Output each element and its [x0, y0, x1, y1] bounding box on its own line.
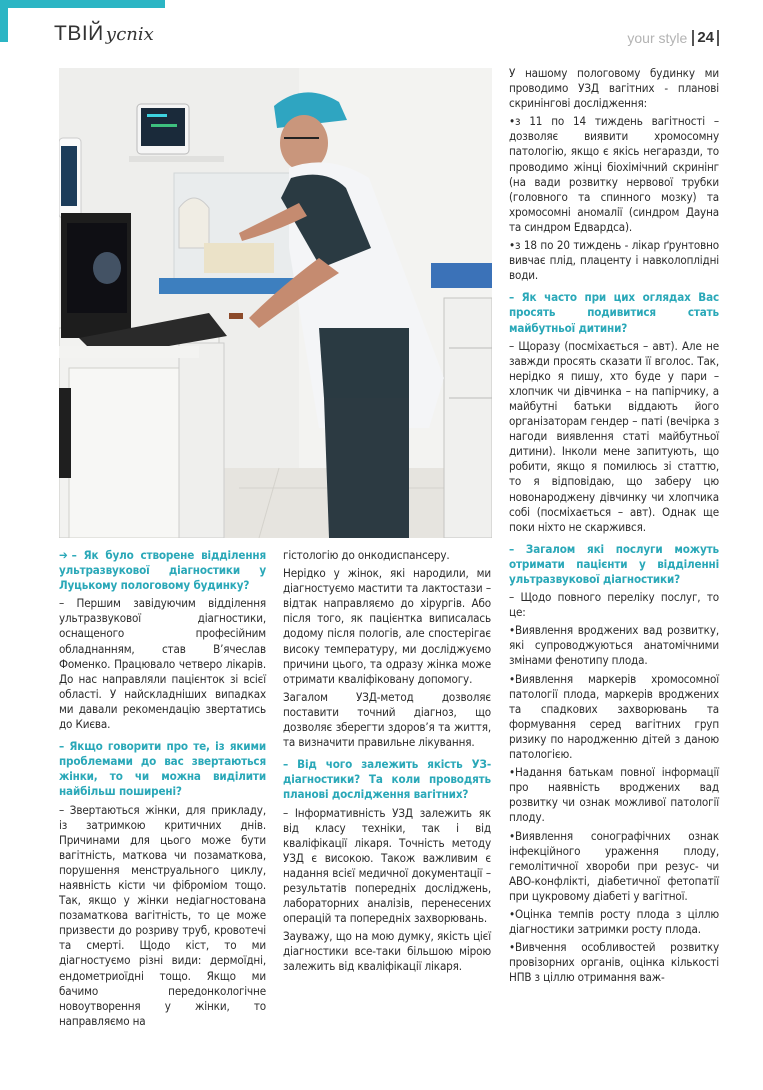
question-heading: – Якщо говорити про те, із якими проблемами до вас звертаються жінки, то чи можна виділити найбільш поширені? [59, 739, 266, 799]
answer-paragraph: – Звертаються жінки, для прикладу, із затримкою критичних днів. Причинами для цього може бути вагітність, маткова чи позаматкова, порушення менструального циклу, наявність кісти чи фіброміом тощо. Так, якщо у жінки недіагностована позаматкова вагітність, то це може призвести до розриву труб, кровотечі та смерті. Щодо кіст, то ми діагностуємо різні види: дермоїдні, ендометриоїдні тощо. Якщо ми бачимо передонкологічне новоутворення у жінки, то направляємо на [59, 802, 266, 1028]
article-photo [59, 68, 492, 538]
article-column-3 [509, 66, 719, 988]
logo-main-text: ТВІЙ [54, 22, 104, 45]
answer-paragraph: – Інформативність УЗД залежить як від класу техніки, так і від кваліфікації лікаря. Точність методу УЗД є високою. Також важливим є надання всієї медичної документації – результатів попередніх досліджень, лабораторних аналізів, перенесених операцій та попередніх захворювань. [283, 805, 491, 926]
answer-paragraph: гістологію до онкодиспансеру. [283, 548, 450, 562]
accent-bar-left [0, 0, 8, 42]
bullet-item: • Виявлення вроджених вад розвитку, які супроводжуються анатомічними змінами фенотипу плода. [509, 623, 719, 668]
bullet-item: • з 11 по 14 тиждень вагітності – дозволяє виявити хромосомну патологію, якщо є якісь негаразди, то проводимо жінці біохімічний скринінг (на вади розвитку нервової трубки (головного та спинного мозку) та хромосомні аномалії (синдром Дауна та синдром Едвардса). [509, 114, 719, 235]
article-column-1 [59, 548, 266, 1032]
bullet-item: • Виявлення сонографічних ознак інфекційного ураження плоду, гемолітичної хвороби при резус- чи АВО-конфлікті, діабетичної фетопатії при цукровому діабеті у вагітної. [509, 829, 719, 904]
bullet-item: • Надання батькам повної інформації про наявність вроджених вад розвитку чи ознак можливої патології плоду. [509, 765, 719, 825]
arrow-right-icon: ➔ [59, 548, 68, 562]
answer-paragraph: – Першим завідуючим відділення ультразвукової діагностики, оснащеного професійним обладнанням, став В’ячеслав Фоменко. Працювало четверо лікарів. До нас направляли пацієнток зі всієї області. У найскладніших випадках ми давали рекомендацію звертатись до Києва. [59, 596, 266, 732]
magazine-logo [54, 22, 154, 46]
intro-paragraph: У нашому пологовому будинку ми проводимо УЗД вагітних - планові скринінгові дослідження: [509, 66, 719, 111]
article-column-2 [283, 548, 491, 978]
bullet-item: • з 18 по 20 тиждень - лікар ґрунтовно вивчає плід, плаценту і навколоплідні води. [509, 238, 719, 283]
bullet-item: • Вивчення особливостей розвитку провізорних органів, оцінка кількості НПВ з ціллю отримання важ- [509, 940, 719, 985]
answer-paragraph: Зауважу, що на мою думку, якість цієї діагностики все-таки більшою мірою залежить від кваліфікації лікаря. [283, 929, 491, 974]
bullet-item: • Оцінка темпів росту плода з ціллю діагностики затримки росту плода. [509, 907, 719, 937]
answer-paragraph: Нерідко у жінок, які народили, ми діагностуємо мастити та лактостази – відтак направляємо до хірургів. Або після того, як пацієнтка виписалась додому після пологів, але спостерігає високу температуру, ми досліджуємо причини цього, та одразу жінка може отримати кваліфіковану допомогу. [283, 566, 491, 686]
section-label: your style [627, 30, 688, 46]
answer-paragraph: – Щоразу (посміхається – авт). Але не завжди просять сказати її вголос. Так, нерідко я пишу, хто буде у пари – хлопчик чи дівчинка – на папірчику, а майбутні батьки віддають його організаторам гендер – паті (вечірка з нагоди виявлення статі майбутньої дитини). Інколи мене запитують, що робити, якщо я помилюсь зі статтю, то я відповідаю, що заберу цю новонароджену дівчинку чи хлопчика собі (посміхається – авт). Однак ще поки ніхто не скаржився. [509, 338, 719, 534]
question-heading: – Від чого залежить якість УЗ-діагностики? Та коли проводять планові дослідження вагітних? [283, 757, 491, 802]
answer-paragraph: Загалом УЗД-метод дозволяє поставити точний діагноз, що дозволяє зберегти здоров’я та життя, та визначити правильне лікування. [283, 689, 491, 750]
question-heading: – Загалом які послуги можуть отримати пацієнти у відділенні ультразвукової діагностики? [509, 541, 719, 586]
page-header-info [627, 30, 719, 46]
page-number: 24 [692, 30, 719, 46]
bullet-item: • Виявлення маркерів хромосомної патології плода, маркерів вроджених та спадкових захворювань та формування серед вагітних груп ризику по народженню дітей з даною патологією. [509, 672, 719, 763]
accent-bar-top [0, 0, 165, 8]
question-text: – Як було створене відділення ультразвукової діагностики у Луцькому пологовому будинку? [59, 548, 266, 593]
photo-doctor-ultrasound-icon [59, 68, 492, 538]
question-heading [59, 548, 266, 593]
question-heading: – Як часто при цих оглядах Вас просять подивитися стать майбутньої дитини? [509, 290, 719, 335]
answer-paragraph: – Щодо повного переліку послуг, то це: [509, 590, 719, 620]
logo-script-text: успіх [105, 24, 154, 45]
